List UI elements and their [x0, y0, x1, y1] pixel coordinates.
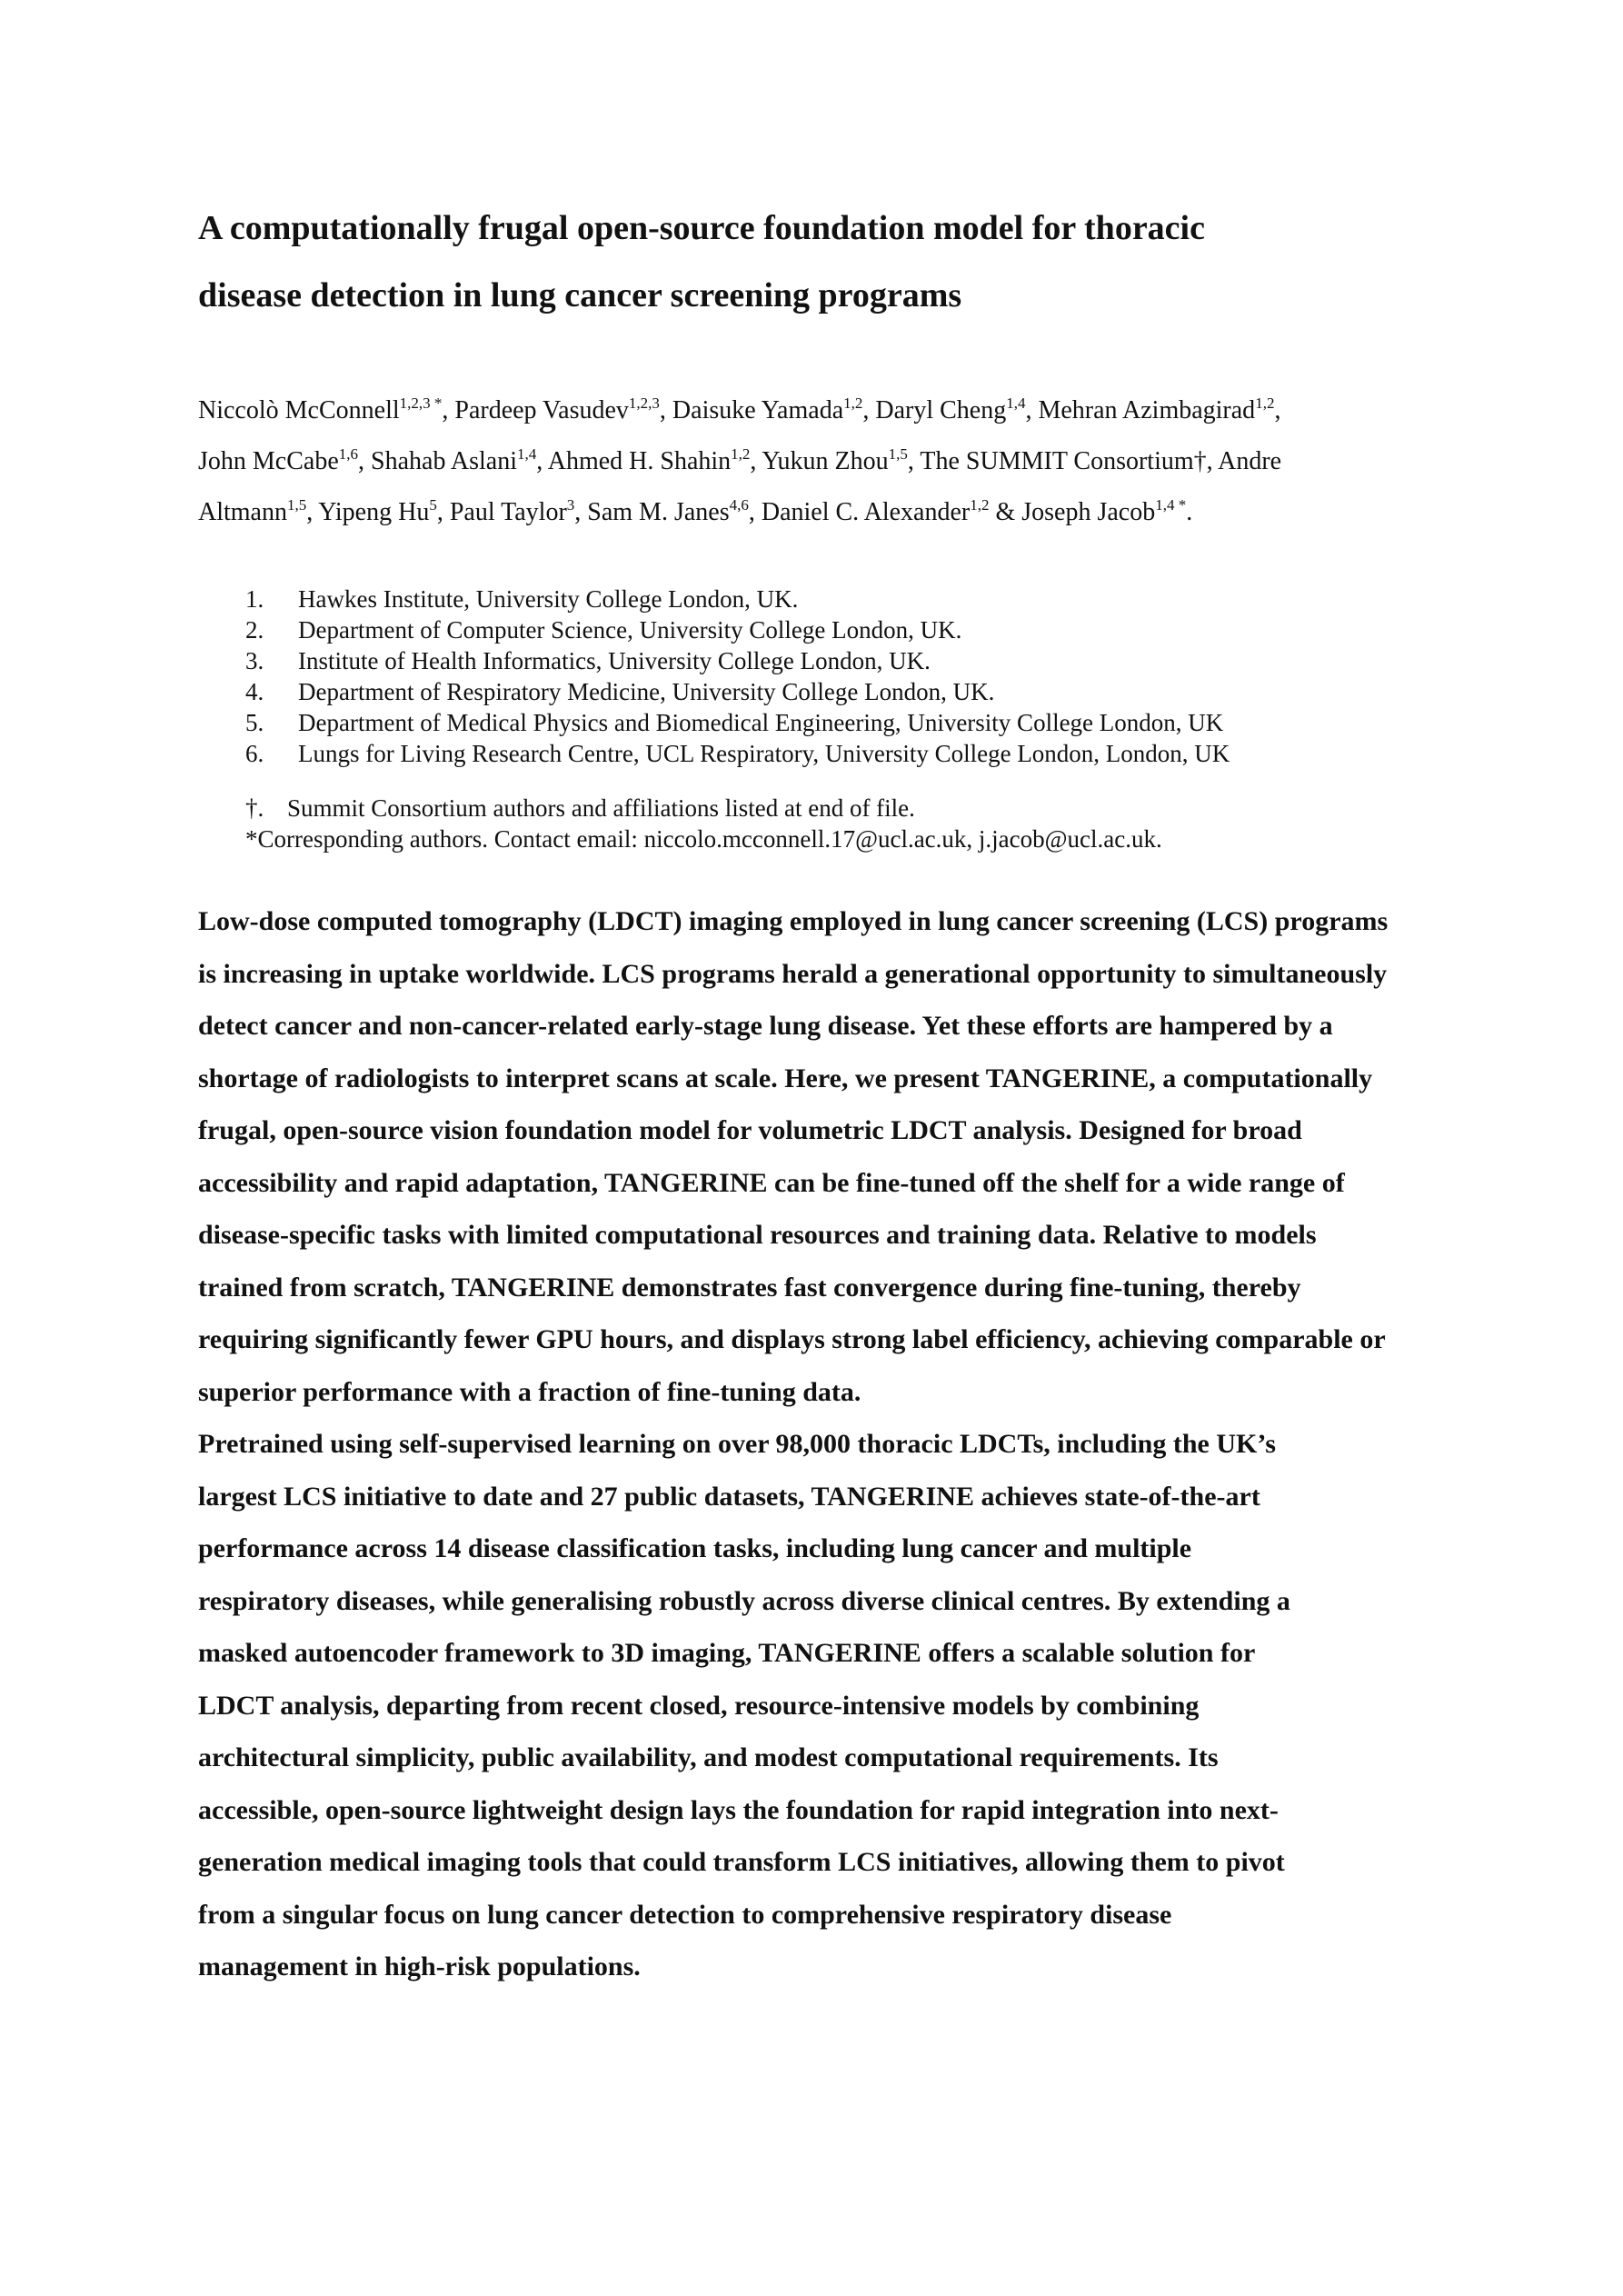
author-separator: ,	[907, 447, 921, 475]
paper-title	[198, 195, 1470, 329]
author-name-text: Daniel C. Alexander	[761, 498, 971, 526]
abstract-line: accessibility and rapid adaptation, TANGERINE can be fine-tuned off the shelf for a wide range of	[198, 1167, 1345, 1198]
author-name	[920, 447, 1206, 475]
author-name	[371, 447, 536, 475]
affiliation-number: 6.	[245, 740, 264, 767]
abstract	[198, 895, 1525, 1993]
affiliation-text: Department of Medical Physics and Biomedical Engineering, University College London, UK	[298, 709, 1224, 736]
author-affiliation-marker: 1,6	[338, 445, 359, 463]
author-affiliation-marker: 3	[566, 496, 575, 514]
abstract-line: accessible, open-source lightweight design lays the foundation for rapid integration into next-	[198, 1794, 1279, 1825]
affiliation-number: 3.	[245, 647, 264, 674]
author-name-text: Niccolò McConnell	[198, 396, 400, 424]
abstract-line: trained from scratch, TANGERINE demonstrates fast convergence during fine-tuning, thereby	[198, 1272, 1301, 1303]
author-separator: ,	[748, 498, 762, 526]
abstract-line: requiring significantly fewer GPU hours, and displays strong label efficiency, achieving comparable or	[198, 1324, 1386, 1354]
author-separator: ,	[306, 498, 319, 526]
dagger-note	[245, 793, 1162, 824]
affiliation-item	[245, 676, 1230, 707]
footnotes	[245, 793, 1162, 854]
affiliation-item	[245, 645, 1230, 676]
author-name-text: Andre	[1218, 447, 1282, 475]
author-name	[1021, 498, 1186, 526]
affiliation-text: Lungs for Living Research Centre, UCL Respiratory, University College London, London, UK	[298, 740, 1230, 767]
author-separator: ,	[536, 447, 548, 475]
abstract-line: respiratory diseases, while generalising robustly across diverse clinical centres. By extending a	[198, 1585, 1290, 1616]
author-separator: ,	[862, 396, 876, 424]
author-affiliation-marker: 1,4	[1006, 394, 1026, 412]
affiliation-number: 4.	[245, 678, 264, 705]
author-name-text: Pardeep Vasudev	[454, 396, 629, 424]
author-list	[198, 385, 1452, 538]
author-name	[875, 396, 1025, 424]
author-affiliation-marker: 1,4	[517, 445, 537, 463]
author-affiliation-marker: 4,6	[729, 496, 749, 514]
author-name	[548, 447, 751, 475]
author-affiliation-marker: 1,2	[1255, 394, 1275, 412]
affiliation-item	[245, 584, 1230, 614]
affiliation-text: Department of Computer Science, University College London, UK.	[298, 616, 962, 644]
author-name-text: Yipeng Hu	[318, 498, 430, 526]
affiliation-number: 1.	[245, 585, 264, 613]
author-separator: ,	[1025, 396, 1039, 424]
abstract-line: largest LCS initiative to date and 27 public datasets, TANGERINE achieves state-of-the-art	[198, 1481, 1260, 1512]
affiliation-list	[245, 584, 1230, 769]
author-name	[198, 396, 442, 424]
author-separator: ,	[574, 498, 588, 526]
abstract-line: performance across 14 disease classification tasks, including lung cancer and multiple	[198, 1533, 1192, 1563]
affiliation-number: 2.	[245, 616, 264, 644]
author-name	[318, 498, 437, 526]
author-separator: ,	[659, 396, 672, 424]
author-name-text: Daisuke Yamada	[672, 396, 844, 424]
abstract-line: is increasing in uptake worldwide. LCS programs herald a generational opportunity to simultaneously	[198, 958, 1388, 989]
author-name	[454, 396, 660, 424]
author-name	[1218, 447, 1281, 475]
corresponding-author-note: *Corresponding authors. Contact email: niccolo.mcconnell.17@ucl.ac.uk, j.jacob@ucl.ac.uk.	[245, 825, 1162, 853]
author-affiliation-marker: 1,5	[287, 496, 307, 514]
author-name-text: The SUMMIT Consortium†	[920, 447, 1207, 475]
affiliation-text: Department of Respiratory Medicine, University College London, UK.	[298, 678, 995, 705]
dagger-note-text: Summit Consortium authors and affiliations listed at end of file.	[287, 794, 915, 822]
author-separator: &	[989, 498, 1022, 526]
author-name-text: Altmann	[198, 498, 287, 526]
author-separator: ,	[358, 447, 372, 475]
author-line	[198, 487, 1452, 538]
abstract-line: detect cancer and non-cancer-related early-stage lung disease. Yet these efforts are hampered by a	[198, 1011, 1333, 1041]
abstract-line: frugal, open-source vision foundation model for volumetric LDCT analysis. Designed for broad	[198, 1115, 1302, 1145]
author-name	[198, 498, 306, 526]
affiliation-item	[245, 707, 1230, 738]
abstract-line: superior performance with a fraction of fine-tuning data.	[198, 1376, 861, 1407]
abstract-line: generation medical imaging tools that could transform LCS initiatives, allowing them to pivot	[198, 1847, 1285, 1877]
author-affiliation-marker: 1,2	[843, 394, 863, 412]
abstract-line: Low-dose computed tomography (LDCT) imaging employed in lung cancer screening (LCS) programs	[198, 906, 1389, 936]
abstract-line: LDCT analysis, departing from recent closed, resource-intensive models by combining	[198, 1690, 1200, 1721]
abstract-line: disease-specific tasks with limited computational resources and training data. Relative to models	[198, 1220, 1317, 1250]
affiliation-item	[245, 738, 1230, 769]
author-affiliation-marker: 5	[429, 496, 437, 514]
author-name-text: John McCabe	[198, 447, 339, 475]
abstract-line: shortage of radiologists to interpret scans at scale. Here, we present TANGERINE, a computationally	[198, 1063, 1373, 1093]
abstract-line: masked autoencoder framework to 3D imaging, TANGERINE offers a scalable solution for	[198, 1638, 1256, 1668]
affiliation-text: Institute of Health Informatics, University College London, UK.	[298, 647, 931, 674]
author-separator: ,	[1206, 447, 1219, 475]
author-separator: ,	[750, 447, 762, 475]
author-name-text: Paul Taylor	[449, 498, 567, 526]
author-affiliation-marker: 1,2,3	[628, 394, 660, 412]
author-name	[587, 498, 749, 526]
author-name	[450, 498, 574, 526]
author-separator: .	[1186, 498, 1193, 526]
author-name-text: Mehran Azimbagirad	[1038, 396, 1256, 424]
author-line	[198, 436, 1452, 487]
title-line: disease detection in lung cancer screening programs	[198, 276, 962, 314]
affiliation-text: Hawkes Institute, University College London, UK.	[298, 585, 799, 613]
author-separator: ,	[442, 396, 455, 424]
author-name	[672, 396, 862, 424]
author-name	[1038, 396, 1274, 424]
author-name-text: Sam M. Janes	[587, 498, 730, 526]
abstract-line: Pretrained using self-supervised learning on over 98,000 thoracic LDCTs, including the UK’s	[198, 1429, 1276, 1459]
author-affiliation-marker: 1,2	[731, 445, 751, 463]
author-separator: ,	[436, 498, 450, 526]
author-name-text: Joseph Jacob	[1021, 498, 1156, 526]
title-line: A computationally frugal open-source foundation model for thoracic	[198, 209, 1205, 247]
author-name	[198, 447, 358, 475]
author-affiliation-marker: 1,2,3 *	[399, 394, 443, 412]
affiliation-number: 5.	[245, 709, 264, 736]
author-affiliation-marker: 1,5	[888, 445, 908, 463]
abstract-line: management in high-risk populations.	[198, 1952, 641, 1982]
dagger-symbol: †.	[245, 794, 264, 822]
abstract-line: architectural simplicity, public availability, and modest computational requirements. Its	[198, 1742, 1219, 1772]
author-name	[762, 447, 907, 475]
author-separator: ,	[1274, 396, 1281, 424]
abstract-line: from a singular focus on lung cancer detection to comprehensive respiratory disease	[198, 1899, 1172, 1930]
affiliation-item	[245, 614, 1230, 645]
author-affiliation-marker: 1,4 *	[1155, 496, 1187, 514]
author-name-text: Yukun Zhou	[762, 447, 889, 475]
author-line	[198, 385, 1452, 436]
author-name-text: Ahmed H. Shahin	[547, 447, 732, 475]
author-name	[762, 498, 990, 526]
author-name-text: Daryl Cheng	[875, 396, 1007, 424]
author-affiliation-marker: 1,2	[970, 496, 990, 514]
author-name-text: Shahab Aslani	[371, 447, 518, 475]
